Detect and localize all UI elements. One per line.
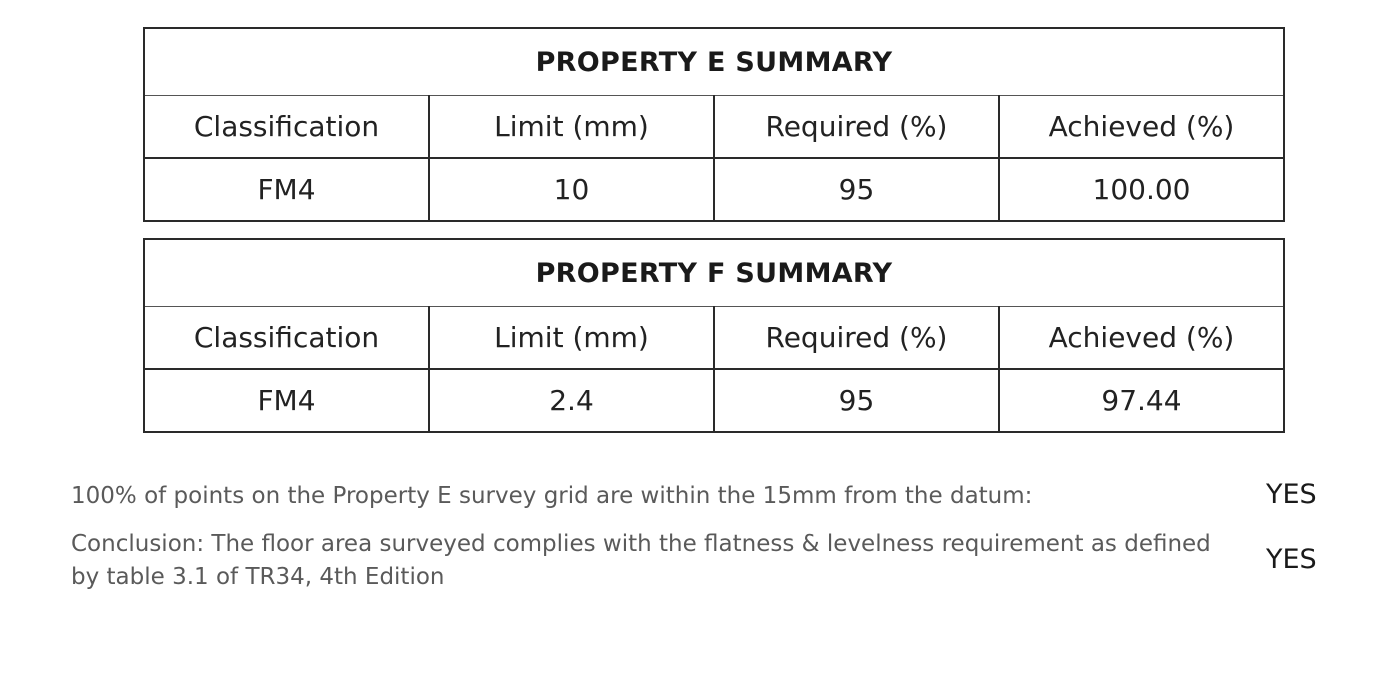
table-row bbox=[144, 158, 1284, 221]
cell-classification: FM4 bbox=[144, 369, 429, 432]
cell-achieved: 100.00 bbox=[999, 158, 1284, 221]
conclusion-answer: YES bbox=[1266, 544, 1317, 575]
table-header-row bbox=[144, 96, 1284, 159]
table-title: PROPERTY F SUMMARY bbox=[144, 239, 1284, 307]
column-header-limit: Limit (mm) bbox=[429, 307, 714, 370]
property-f-summary-table bbox=[143, 238, 1285, 433]
column-header-achieved: Achieved (%) bbox=[999, 307, 1284, 370]
datum-check-answer: YES bbox=[1266, 479, 1317, 510]
column-header-required: Required (%) bbox=[714, 96, 999, 159]
column-header-limit: Limit (mm) bbox=[429, 96, 714, 159]
conclusion-statement: Conclusion: The floor area surveyed complies with the flatness & levelness requirement as defined by table 3.1 of TR34, 4th Edition bbox=[71, 531, 1211, 590]
table-header-row bbox=[144, 307, 1284, 370]
cell-classification: FM4 bbox=[144, 158, 429, 221]
column-header-classification: Classification bbox=[144, 96, 429, 159]
cell-limit: 10 bbox=[429, 158, 714, 221]
cell-achieved: 97.44 bbox=[999, 369, 1284, 432]
table-title: PROPERTY E SUMMARY bbox=[144, 28, 1284, 96]
column-header-classification: Classification bbox=[144, 307, 429, 370]
cell-required: 95 bbox=[714, 369, 999, 432]
table-row bbox=[144, 369, 1284, 432]
cell-limit: 2.4 bbox=[429, 369, 714, 432]
column-header-achieved: Achieved (%) bbox=[999, 96, 1284, 159]
cell-required: 95 bbox=[714, 158, 999, 221]
datum-check-statement: 100% of points on the Property E survey grid are within the 15mm from the datum: bbox=[71, 483, 1033, 509]
property-e-summary-table bbox=[143, 27, 1285, 222]
column-header-required: Required (%) bbox=[714, 307, 999, 370]
